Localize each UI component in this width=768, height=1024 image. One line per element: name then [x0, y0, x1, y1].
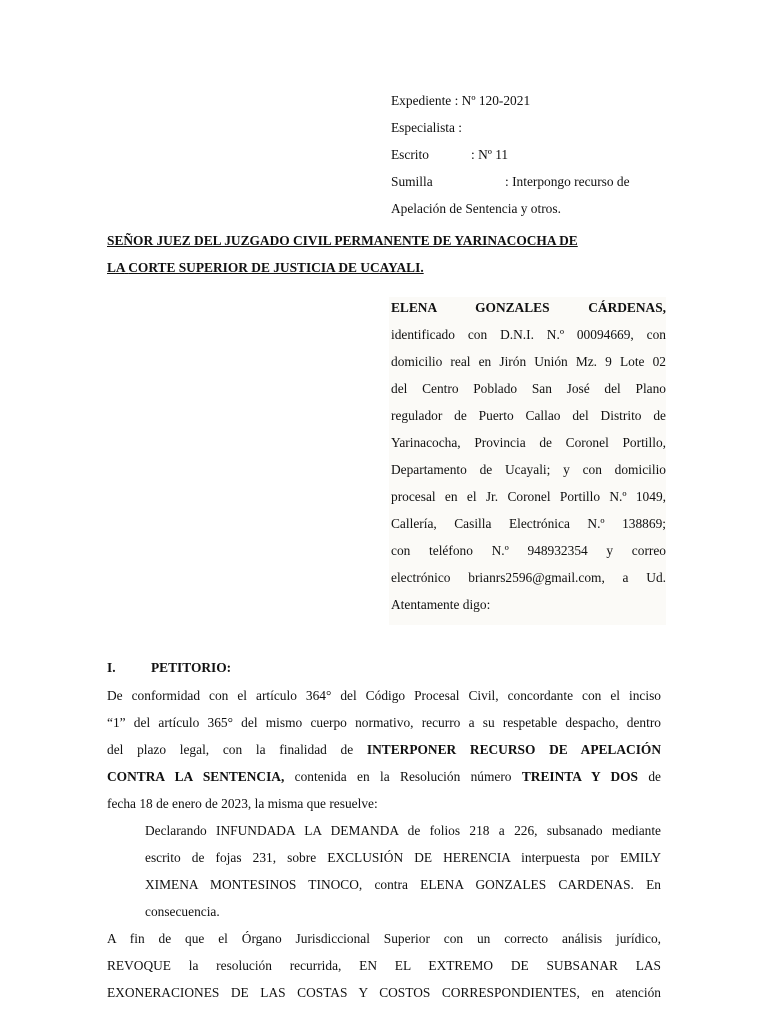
addressee-line-2-a: LA	[107, 260, 125, 275]
sumilla-label: Sumilla	[391, 174, 433, 189]
addressee-line-2	[107, 257, 667, 284]
text-run-bold: TREINTA Y DOS	[521, 769, 639, 784]
party-line: domicilio real en Jirón Unión Mz. 9 Lote 02	[391, 354, 666, 369]
paragraph-line: De conformidad con el artículo 364° del Código Procesal Civil, concordante con el inciso	[107, 688, 661, 703]
party-name: ELENA GONZALES CÁRDENAS,	[391, 300, 666, 315]
expediente-line: Expediente : Nº 120-2021	[391, 93, 531, 108]
section-heading-petitorio	[107, 660, 231, 676]
paragraph-line: “1” del artículo 365° del mismo cuerpo normativo, recurro a su respetable despacho, dentro	[107, 715, 661, 730]
quote-line: consecuencia.	[145, 904, 220, 919]
paragraph-line	[107, 739, 661, 766]
section-number: I.	[107, 660, 116, 675]
escrito-label: Escrito	[391, 147, 429, 162]
party-line: Atentamente digo:	[391, 597, 491, 612]
party-line: Yarinacocha, Provincia de Coronel Portillo,	[391, 435, 666, 450]
party-line: identificado con D.N.I. N.º 00094669, con	[391, 327, 666, 342]
case-header	[391, 90, 661, 225]
paragraph-line: A fin de que el Órgano Jurisdiccional Superior con un correcto análisis jurídico,	[107, 931, 661, 946]
sumilla-value: : Interpongo recurso de	[505, 174, 630, 189]
quote-line: XIMENA MONTESINOS TINOCO, contra ELENA GONZALES CARDENAS. En	[145, 877, 661, 892]
party-line: del Centro Poblado San José del Plano	[391, 381, 666, 396]
quote-line: escrito de fojas 231, sobre EXCLUSIÓN DE HERENCIA interpuesta por EMILY	[145, 850, 661, 865]
especialista-line: Especialista :	[391, 120, 463, 135]
addressee-heading	[107, 230, 667, 284]
party-line: regulador de Puerto Callao del Distrito de	[391, 408, 666, 423]
text-run: contenida en la Resolución número	[284, 769, 522, 784]
party-line: con teléfono N.º 948932354 y correo	[391, 543, 666, 558]
section-title: PETITORIO:	[151, 660, 232, 675]
sumilla-continuation: Apelación de Sentencia y otros.	[391, 201, 561, 216]
party-line: electrónico brianrs2596@gmail.com, a Ud.	[391, 570, 666, 585]
sumilla-line	[391, 171, 661, 198]
petitorio-body	[107, 685, 661, 1009]
party-identification	[389, 297, 666, 625]
addressee-line-1: SEÑOR JUEZ DEL JUZGADO CIVIL PERMANENTE DE YARINACOCHA DE	[107, 233, 578, 248]
addressee-line-2-b: CORTE SUPERIOR DE JUSTICIA DE UCAYALI.	[128, 260, 424, 275]
escrito-line	[391, 144, 661, 171]
text-run: de	[638, 769, 661, 784]
paragraph-line: fecha 18 de enero de 2023, la misma que resuelve:	[107, 796, 378, 811]
party-line: Departamento de Ucayali; y con domicilio	[391, 462, 666, 477]
text-run-bold: CONTRA LA SENTENCIA,	[107, 769, 285, 784]
party-line: procesal en el Jr. Coronel Portillo N.º 1049,	[391, 489, 666, 504]
paragraph-line: REVOQUE la resolución recurrida, EN EL EXTREMO DE SUBSANAR LAS	[107, 958, 661, 973]
party-line: Callería, Casilla Electrónica N.º 138869;	[391, 516, 666, 531]
text-run-bold: INTERPONER RECURSO DE APELACIÓN	[366, 742, 661, 757]
quote-line: Declarando INFUNDADA LA DEMANDA de folios 218 a 226, subsanado mediante	[145, 823, 661, 838]
text-run: del plazo legal, con la finalidad de	[107, 742, 367, 757]
paragraph-line	[107, 766, 661, 793]
paragraph-line: EXONERACIONES DE LAS COSTAS Y COSTOS CORRESPONDIENTES, en atención	[107, 985, 661, 1000]
escrito-value: : Nº 11	[471, 147, 509, 162]
